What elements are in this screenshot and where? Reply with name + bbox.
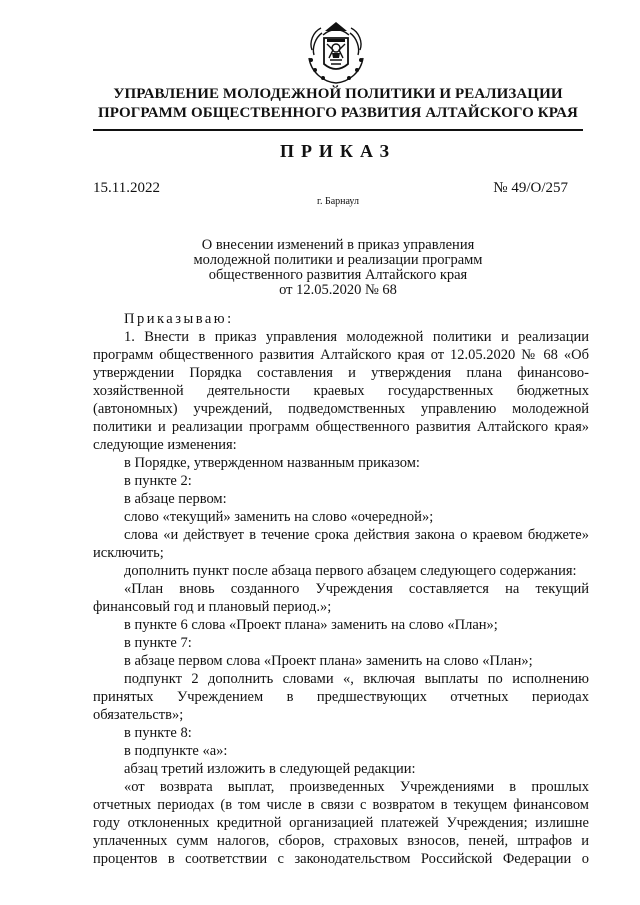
subject-line: от 12.05.2020 № 68: [279, 282, 397, 298]
body-line: «от возврата выплат, произведенных Учреждениями в прошлых: [124, 779, 589, 795]
body-line: в пункте 7:: [124, 635, 192, 651]
document-subject: [0, 238, 640, 298]
body-line: 1. Внести в приказ управления молодежной политики и реализации: [124, 329, 589, 345]
body-line: абзац третий изложить в следующей редакции:: [124, 761, 416, 777]
header-divider: [93, 129, 583, 131]
body-line: следующие изменения:: [93, 437, 237, 453]
body-line: в пункте 8:: [124, 725, 192, 741]
subject-line: О внесении изменений в приказ управления: [201, 237, 475, 253]
body-line: Приказываю:: [124, 311, 234, 327]
body-line: году отклоненных кредитной организацией платежей Учреждения; излишне: [93, 815, 589, 831]
body-line: в пункте 6 слова «Проект плана» заменить на слово «План»;: [124, 617, 498, 633]
body-line: слова «и действует в течение срока действия закона о краевом бюджете»: [124, 527, 589, 543]
body-line: программ общественного развития Алтайского края от 12.05.2020 № 68 «Об: [93, 347, 589, 363]
body-line: финансовый год и плановый период.»;: [93, 599, 332, 615]
coat-of-arms-emblem: [303, 20, 369, 86]
body-line: политики и реализации программ общественного развития Алтайского края»: [93, 419, 589, 435]
document-title: ПРИКАЗ: [279, 141, 397, 161]
subject-line: общественного развития Алтайского края: [208, 267, 468, 283]
body-line: в Порядке, утвержденном названным приказом:: [124, 455, 420, 471]
body-line: уплаченных сумм налогов, сборов, страховых взносов, пеней, штрафов и: [93, 833, 589, 849]
body-line: отчетных периодах (в том числе в связи с возвратом в текущем финансовом: [93, 797, 589, 813]
document-number: № 49/О/257: [493, 180, 568, 196]
body-line: в пункте 2:: [124, 473, 192, 489]
body-line: хозяйственной деятельности краевых государственных бюджетных: [93, 383, 589, 399]
body-line: слово «текущий» заменить на слово «очередной»;: [124, 509, 434, 525]
document-date: 15.11.2022: [93, 180, 160, 196]
body-line: дополнить пункт после абзаца первого абзацем следующего содержания:: [124, 563, 577, 579]
body-line: подпункт 2 дополнить словами «, включая выплаты по исполнению: [124, 671, 589, 687]
document-city: г. Барнаул: [317, 196, 359, 207]
body-line: в абзаце первом:: [124, 491, 227, 507]
body-line: утверждении Порядка составления и утверждения плана финансово-: [93, 365, 589, 381]
body-line: принятых Учреждением в предшествующих отчетных периодах: [93, 689, 589, 705]
body-line: обязательств»;: [93, 707, 184, 723]
body-line: «План вновь созданного Учреждения составляется на текущий: [124, 581, 589, 597]
organization-name-line-2: ПРОГРАММ ОБЩЕСТВЕННОГО РАЗВИТИЯ АЛТАЙСКОГО КРАЯ: [98, 105, 578, 121]
organization-name-line-1: УПРАВЛЕНИЕ МОЛОДЕЖНОЙ ПОЛИТИКИ И РЕАЛИЗАЦИИ: [113, 86, 563, 102]
document-body: [93, 310, 589, 868]
body-line: (автономных) учреждений, подведомственных управлению молодежной: [93, 401, 589, 417]
body-line: исключить;: [93, 545, 164, 561]
body-line: процентов в соответствии с законодательством Российской Федерации о: [93, 851, 589, 867]
body-line: в абзаце первом слова «Проект плана» заменить на слово «План»;: [124, 653, 533, 669]
subject-line: молодежной политики и реализации программ: [193, 252, 483, 268]
body-line: в подпункте «а»:: [124, 743, 228, 759]
